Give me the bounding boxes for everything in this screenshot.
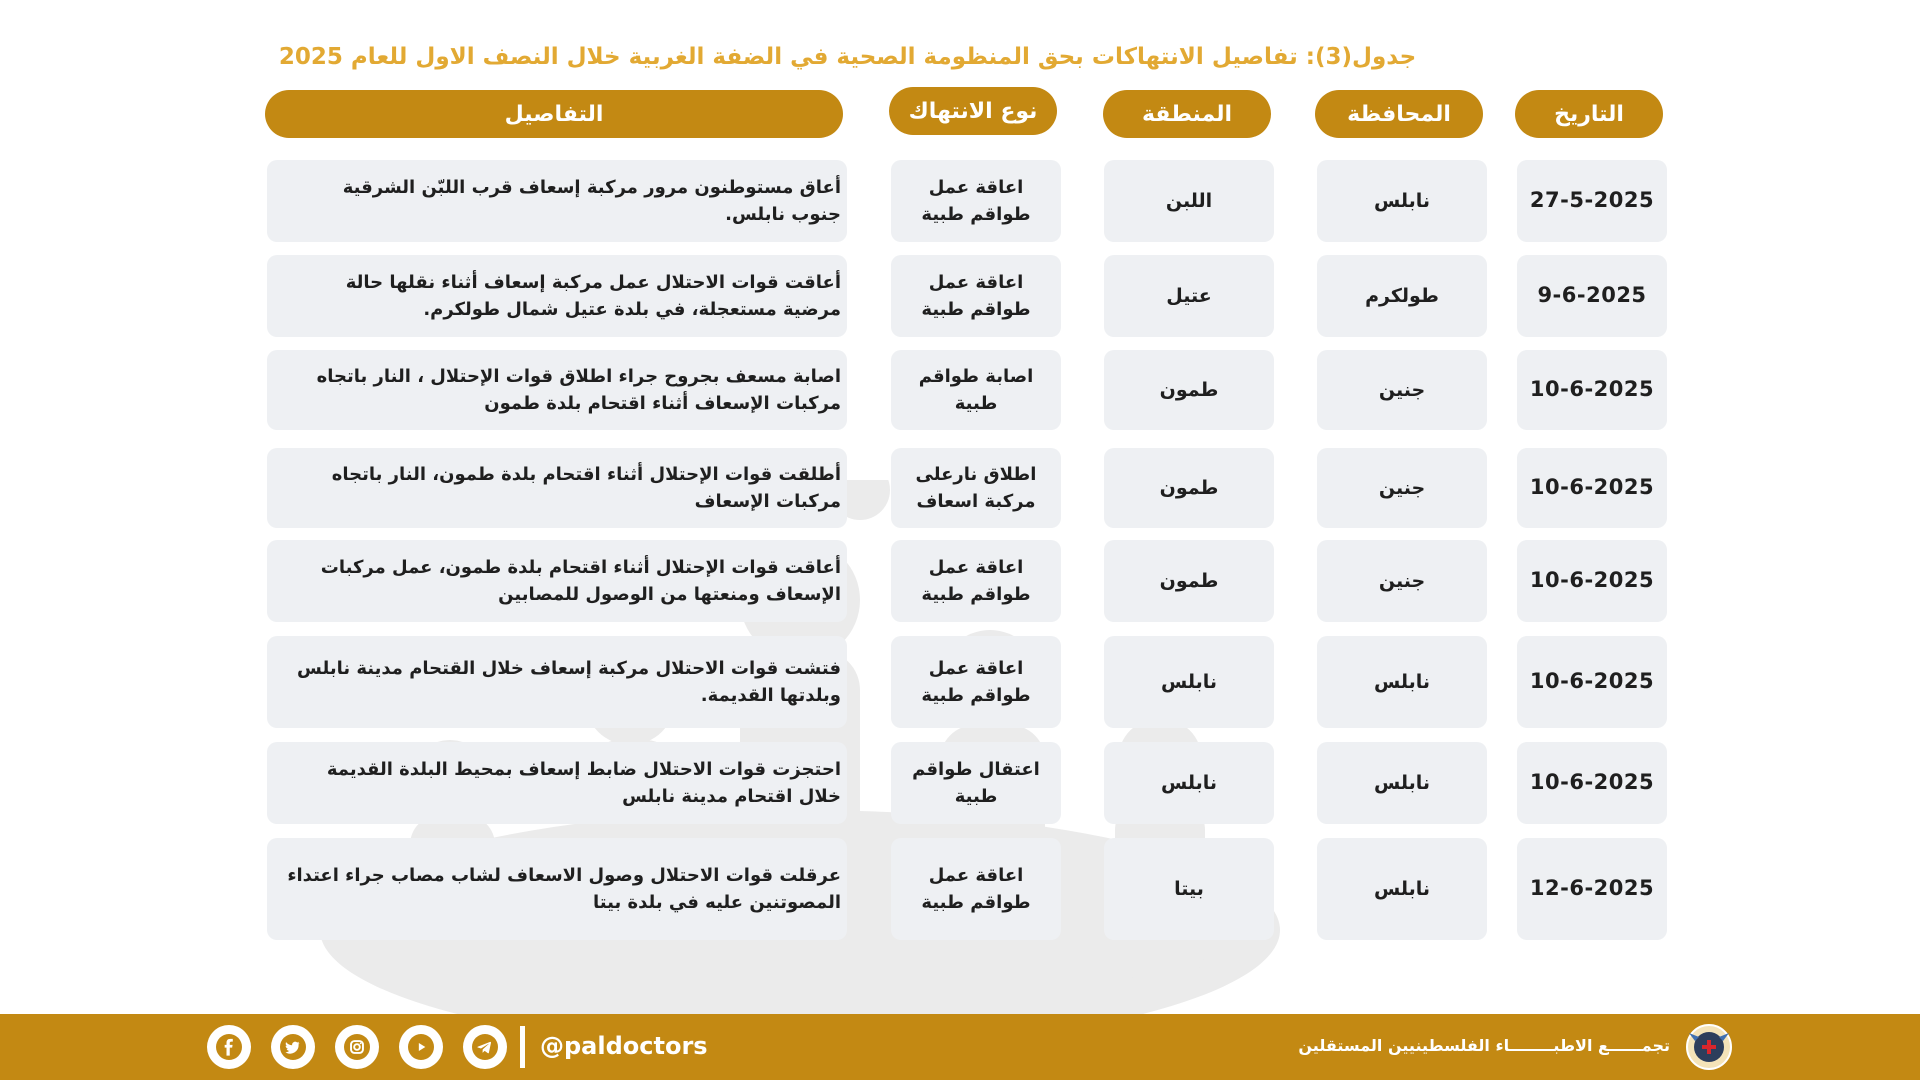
violation-type-cell: اعاقة عمل طواقم طبية: [891, 838, 1061, 940]
violation-type-cell: اعتقال طواقم طبية: [891, 742, 1061, 824]
area-cell: نابلس: [1104, 742, 1274, 824]
details-cell: عرقلت قوات الاحتلال وصول الاسعاف لشاب مصاب جراء اعتداء المصوتنين عليه في بلدة بيتا: [267, 838, 847, 940]
violation-type-cell: اعاقة عمل طواقم طبية: [891, 160, 1061, 242]
area-cell: طمون: [1104, 540, 1274, 622]
header-area: المنطقة: [1103, 90, 1271, 138]
governorate-cell: طولكرم: [1317, 255, 1487, 337]
details-cell: أطلقت قوات الإحتلال أثناء اقتحام بلدة طمون، النار باتجاه مركبات الإسعاف: [267, 448, 847, 528]
violation-type-cell: اطلاق نارعلى مركبة اسعاف: [891, 448, 1061, 528]
table-title: جدول(3): تفاصيل الانتهاكات بحق المنظومة الصحية في الضفة الغربية خلال النصف الاول للعام 2025: [278, 44, 1417, 70]
telegram-icon[interactable]: [463, 1025, 507, 1069]
details-cell: احتجزت قوات الاحتلال ضابط إسعاف بمحيط البلدة القديمة خلال اقتحام مدينة نابلس: [267, 742, 847, 824]
violation-type-cell: اصابة طواقم طبية: [891, 350, 1061, 430]
header-violation-type: نوع الانتهاك: [889, 87, 1057, 135]
facebook-icon[interactable]: [207, 1025, 251, 1069]
date-cell: 9-6-2025: [1517, 255, 1667, 337]
violation-type-cell: اعاقة عمل طواقم طبية: [891, 636, 1061, 728]
governorate-cell: نابلس: [1317, 742, 1487, 824]
youtube-icon[interactable]: [399, 1025, 443, 1069]
header-governorate: المحافظة: [1315, 90, 1483, 138]
area-cell: اللبن: [1104, 160, 1274, 242]
footer-bar: [0, 1014, 1920, 1080]
date-cell: 10-6-2025: [1517, 448, 1667, 528]
header-date: التاريخ: [1515, 90, 1663, 138]
violation-type-cell: اعاقة عمل طواقم طبية: [891, 540, 1061, 622]
governorate-cell: نابلس: [1317, 160, 1487, 242]
governorate-cell: جنين: [1317, 540, 1487, 622]
governorate-cell: جنين: [1317, 448, 1487, 528]
governorate-cell: نابلس: [1317, 838, 1487, 940]
governorate-cell: جنين: [1317, 350, 1487, 430]
violation-type-cell: اعاقة عمل طواقم طبية: [891, 255, 1061, 337]
organization-logo-icon: [1685, 1023, 1733, 1071]
header-details: التفاصيل: [265, 90, 843, 138]
area-cell: طمون: [1104, 448, 1274, 528]
date-cell: 10-6-2025: [1517, 742, 1667, 824]
details-cell: فتشت قوات الاحتلال مركبة إسعاف خلال القتحام مدينة نابلس وبلدتها القديمة.: [267, 636, 847, 728]
date-cell: 12-6-2025: [1517, 838, 1667, 940]
date-cell: 10-6-2025: [1517, 350, 1667, 430]
instagram-icon[interactable]: [335, 1025, 379, 1069]
details-cell: أعاقت قوات الاحتلال عمل مركبة إسعاف أثناء نقلها حالة مرضية مستعجلة، في بلدة عتيل شمال طولكرم.: [267, 255, 847, 337]
area-cell: طمون: [1104, 350, 1274, 430]
area-cell: بيتا: [1104, 838, 1274, 940]
social-handle[interactable]: @paldoctors: [540, 1032, 708, 1060]
date-cell: 10-6-2025: [1517, 540, 1667, 622]
date-cell: 27-5-2025: [1517, 160, 1667, 242]
area-cell: نابلس: [1104, 636, 1274, 728]
twitter-icon[interactable]: [271, 1025, 315, 1069]
footer-divider: [520, 1026, 525, 1068]
details-cell: أعاق مستوطنون مرور مركبة إسعاف قرب اللبّن الشرقية جنوب نابلس.: [267, 160, 847, 242]
governorate-cell: نابلس: [1317, 636, 1487, 728]
organization-name: تجمــــــع الاطبــــــــاء الفلسطينيين المستقلين: [1298, 1036, 1670, 1055]
details-cell: اصابة مسعف بجروح جراء اطلاق قوات الإحتلال ، النار باتجاه مركبات الإسعاف أثناء اقتحام بلدة طمون: [267, 350, 847, 430]
area-cell: عتيل: [1104, 255, 1274, 337]
details-cell: أعاقت قوات الإحتلال أثناء اقتحام بلدة طمون، عمل مركبات الإسعاف ومنعتها من الوصول للمصابين: [267, 540, 847, 622]
date-cell: 10-6-2025: [1517, 636, 1667, 728]
